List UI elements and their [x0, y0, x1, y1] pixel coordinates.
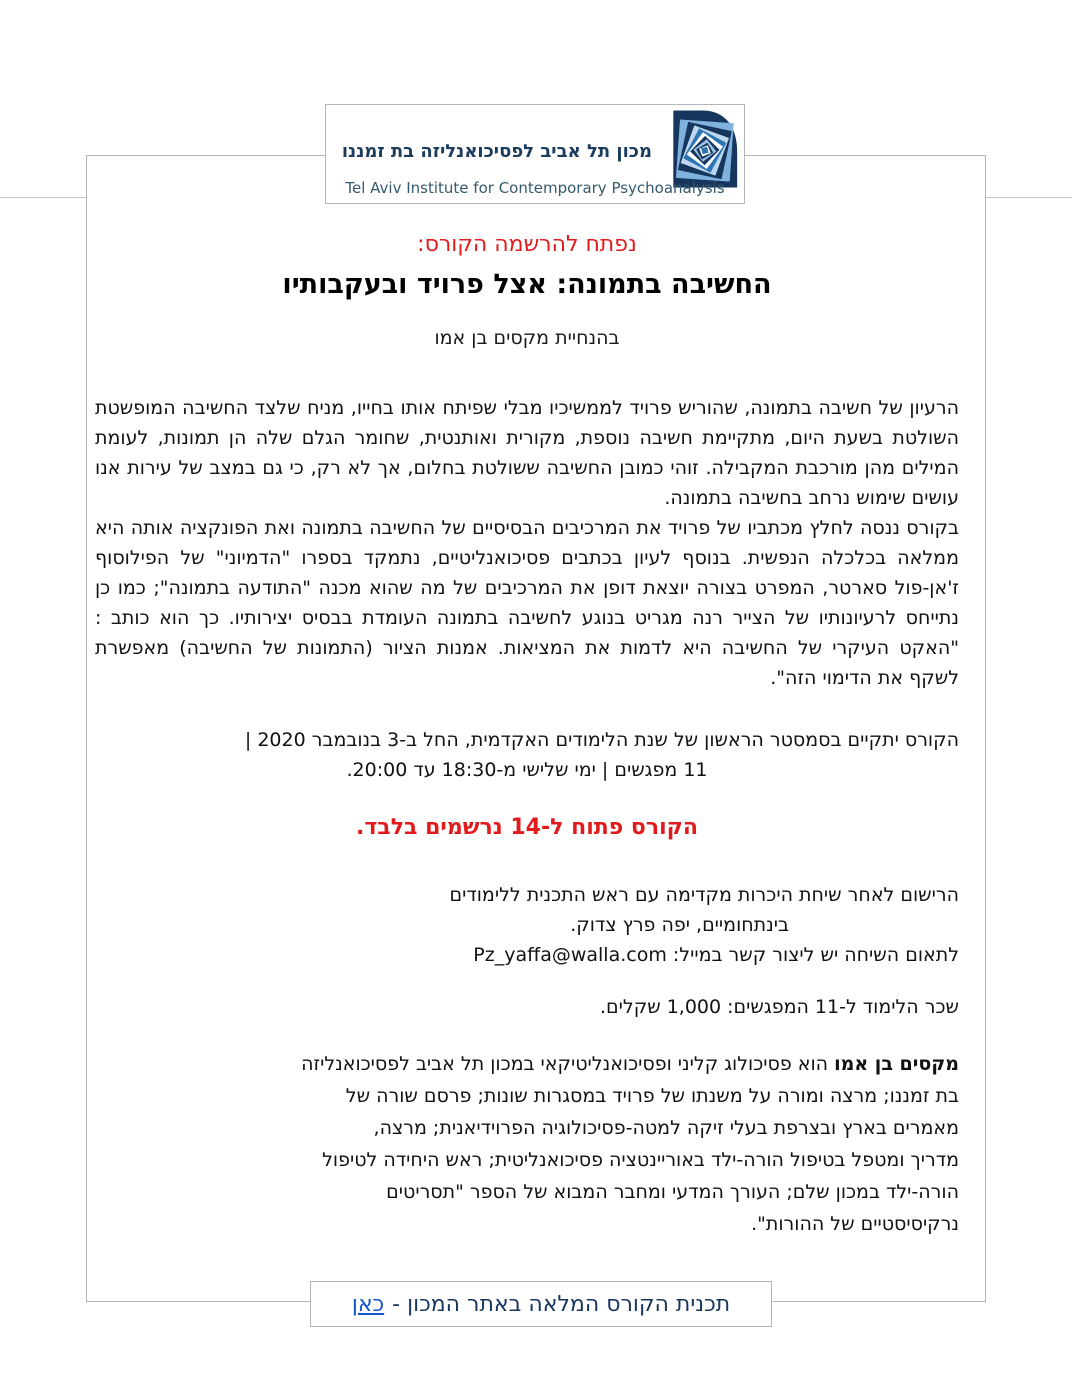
institute-name-english: Tel Aviv Institute for Contemporary Psychoanalysis [345, 179, 725, 197]
registration-open-heading: נפתח להרשמה הקורס: [417, 232, 637, 257]
course-title: החשיבה בתמונה: אצל פרויד ובעקבותיו [282, 269, 772, 300]
institute-name-hebrew: מכון תל אביב לפסיכואנליזה בת זמננו [341, 141, 652, 162]
contact-email-address: Pz_yaffa@walla.com [473, 944, 667, 966]
course-program-footer [310, 1281, 772, 1327]
course-description-paragraph-2: בקורס ננסה לחלץ מכתביו של פרויד את המרכיבים הבסיסיים של החשיבה בתמונה ואת הפונקציה אותה היא ממלאה בכלכלה הנפשית. בנוסף לעיון בכתבים פסיכואנליטיים, נתמקד בספרו "הדמיוני" של הפילוסוף ז'אן-פול סארטר, המפרט בצורה יוצאת דופן את המרכיבים של מה שהוא מכנה "התודעה בתמונה"; כמו כן נתייחס לרעיונותיו של הצייר רנה מגריט בנוגע לחשיבה בתמונה העומדת בבסיס יצירותיו. כך הוא כותב : "האקט העיקרי של החשיבה היא לדמות את המציאות. אמנות הציור (התמונות של החשיבה) מאפשרת לשקף את הדימוי הזה". [95, 517, 959, 689]
bio-line: מאמרים בארץ ובצרפת בעלי זיקה למטה-פסיכולוגיה הפרוידיאנית; מרצה, [373, 1117, 959, 1139]
bio-line: הורה-ילד במכון שלם; העורך המדעי ומחבר המבוא של הספר "תסריטים [386, 1181, 959, 1203]
registration-line-1: הרישום לאחר שיחת היכרות מקדימה עם ראש התכנית ללימודים [449, 884, 959, 906]
registration-line-2: בינתחומיים, יפה פרץ צדוק. [570, 914, 789, 936]
contact-instruction-text: לתאום השיחה יש ליצור קשר במייל: [666, 944, 959, 966]
course-description-paragraph-1: הרעיון של חשיבה בתמונה, שהוריש פרויד לממשיכיו מבלי שפיתח אותו בחייו, מניח שלצד החשיבה המופשטת השולטת בשעת היום, מתקיימת חשיבה נוספת, מקורית ואותנטית, שחומר הגלם שלה הן תמונות, לעומת המילים מהן מורכבת המקבילה. זוהי כמובן החשיבה ששולטת בחלום, אך לא רק, כי גם במצב של עירות אנו עושים שימוש נרחב בחשיבה בתמונה. [95, 397, 959, 509]
bio-text: הוא פסיכולוג קליני ופסיכואנליטיקאי במכון תל אביב לפסיכואנליזה [301, 1053, 835, 1075]
course-program-link[interactable]: כאן [351, 1291, 385, 1317]
facilitator-line: בהנחיית מקסים בן אמו [434, 327, 620, 349]
schedule-info [95, 725, 959, 785]
announcement-body [86, 155, 986, 1302]
schedule-line-1: הקורס יתקיים בסמסטר הראשון של שנת הלימודים האקדמית, החל ב-3 בנובמבר 2020 | [244, 729, 959, 751]
schedule-line-2: 11 מפגשים | ימי שלישי מ-18:30 עד 20:00. [346, 759, 708, 781]
bio-line: מדריך ומטפל בטיפול הורה-ילד באוריינטציה פסיכואנליטית; ראש היחידה לטיפול [322, 1149, 959, 1171]
bio-line [95, 1048, 959, 1080]
facilitator-bio [95, 1048, 959, 1240]
registration-contact-line [95, 940, 959, 970]
bio-line: נרקיסיסטיים של ההורות". [751, 1213, 959, 1235]
footer-text: תכנית הקורס המלאה באתר המכון - [392, 1291, 731, 1317]
registration-instructions [95, 880, 959, 970]
facilitator-name: מקסים בן אמו [834, 1053, 959, 1075]
institute-logo-icon [662, 109, 740, 189]
bio-line: בת זמננו; מרצה ומורה על משנתו של פרויד במסגרות שונות; פרסם שורה של [345, 1085, 959, 1107]
enrollment-limit-notice: הקורס פתוח ל-14 נרשמים בלבד. [356, 815, 698, 840]
institute-logo-header [325, 104, 745, 204]
tuition-line: שכר הלימוד ל-11 המפגשים: 1,000 שקלים. [600, 996, 959, 1018]
